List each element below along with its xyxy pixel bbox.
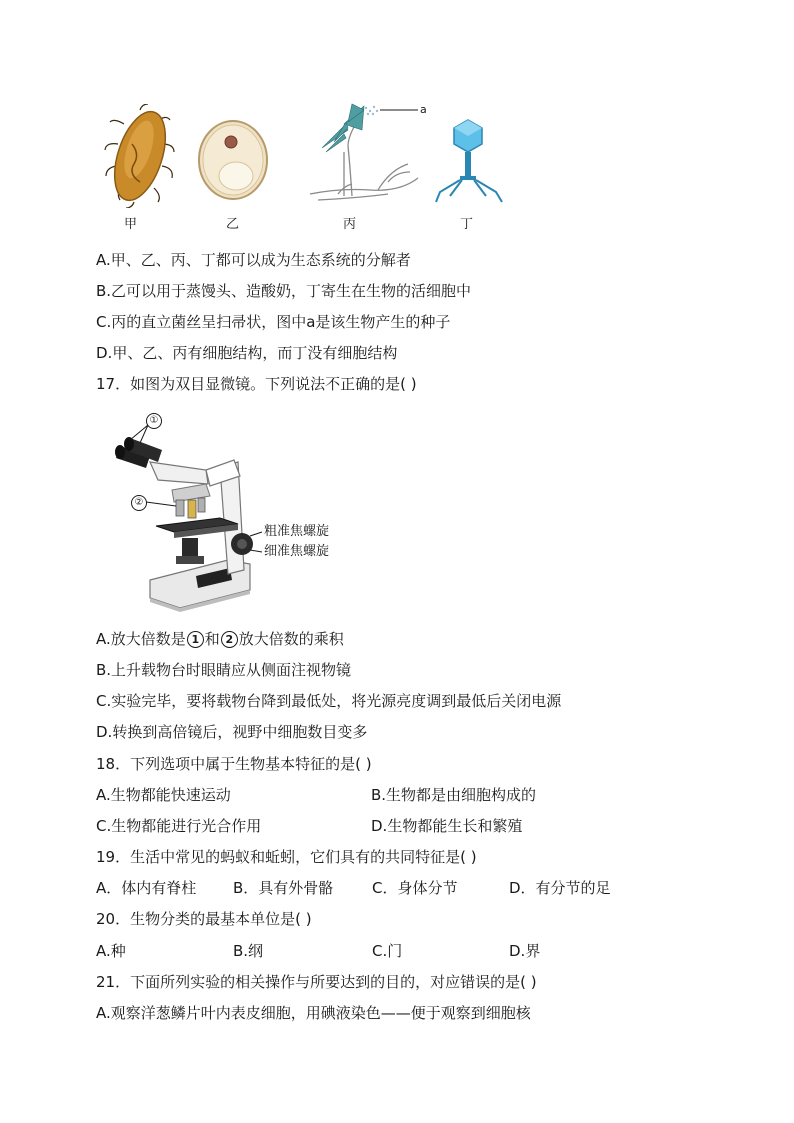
mold-illustration	[308, 102, 432, 206]
q16-option-b: B.乙可以用于蒸馒头、造酸奶，丁寄生在生物的活细胞中	[96, 282, 472, 300]
yeast-cell-illustration	[196, 118, 270, 202]
q18-option-d: D.生物都能生长和繁殖	[371, 817, 523, 835]
microscope-label-1: ①	[146, 413, 162, 429]
q17-option-c: C.实验完毕，要将载物台降到最低处，将光源亮度调到最低后关闭电源	[96, 692, 562, 710]
coarse-focus-label: 粗准焦螺旋	[264, 524, 330, 539]
q20-option-d: D.界	[509, 942, 541, 960]
q19-option-d: D．有分节的足	[509, 879, 611, 897]
q16-option-a: A.甲、乙、丙、丁都可以成为生态系统的分解者	[96, 251, 411, 269]
q19-option-c: C．身体分节	[372, 879, 458, 897]
q20-option-c: C.门	[372, 942, 403, 960]
q17-option-a-mid: 和	[204, 630, 220, 648]
q20-option-b: B.纲	[233, 942, 264, 960]
q16-option-c: C.丙的直立菌丝呈扫帚状，图中a是该生物产生的种子	[96, 313, 451, 331]
q19-stem: 19．生活中常见的蚂蚁和蚯蚓，它们具有的共同特征是( )	[96, 848, 477, 866]
fine-focus-label: 细准焦螺旋	[264, 544, 330, 559]
q21-stem: 21．下面所列实验的相关操作与所要达到的目的，对应错误的是( )	[96, 973, 537, 991]
q18-option-b: B.生物都是由细胞构成的	[371, 786, 537, 804]
q17-option-a	[96, 629, 344, 649]
label-ding: 丁	[460, 217, 474, 232]
mold-label-a: a	[420, 103, 427, 116]
q21-option-a: A.观察洋葱鳞片叶内表皮细胞，用碘液染色——便于观察到细胞核	[96, 1004, 531, 1022]
bacteriophage-illustration	[432, 118, 506, 204]
microscope-figure	[110, 410, 350, 615]
q19-option-b: B．具有外骨骼	[233, 879, 334, 897]
q18-option-a: A.生物都能快速运动	[96, 786, 231, 804]
label-yi: 乙	[226, 217, 240, 232]
q18-option-c: C.生物都能进行光合作用	[96, 817, 262, 835]
q18-stem: 18．下列选项中属于生物基本特征的是( )	[96, 755, 372, 773]
circled-number-2: 2	[221, 631, 238, 648]
q17-option-d: D.转换到高倍镜后，视野中细胞数目变多	[96, 723, 368, 741]
q17-option-a-post: 放大倍数的乘积	[238, 630, 344, 648]
q20-option-a: A.种	[96, 942, 126, 960]
q17-option-a-pre: A.放大倍数是	[96, 630, 186, 648]
q20-stem: 20．生物分类的最基本单位是( )	[96, 910, 312, 928]
microscope-label-2: ②	[131, 495, 147, 511]
q19-option-a: A．体内有脊柱	[96, 879, 197, 897]
bacterium-illustration	[104, 104, 176, 208]
q17-option-b: B.上升载物台时眼睛应从侧面注视物镜	[96, 661, 352, 679]
label-jia: 甲	[124, 217, 138, 232]
circled-number-1: 1	[187, 631, 204, 648]
organism-figure	[96, 100, 516, 240]
q17-stem: 17．如图为双目显微镜。下列说法不正确的是( )	[96, 375, 417, 393]
q16-option-d: D.甲、乙、丙有细胞结构，而丁没有细胞结构	[96, 344, 398, 362]
microscope-illustration	[110, 410, 350, 615]
label-bing: 丙	[343, 217, 357, 232]
